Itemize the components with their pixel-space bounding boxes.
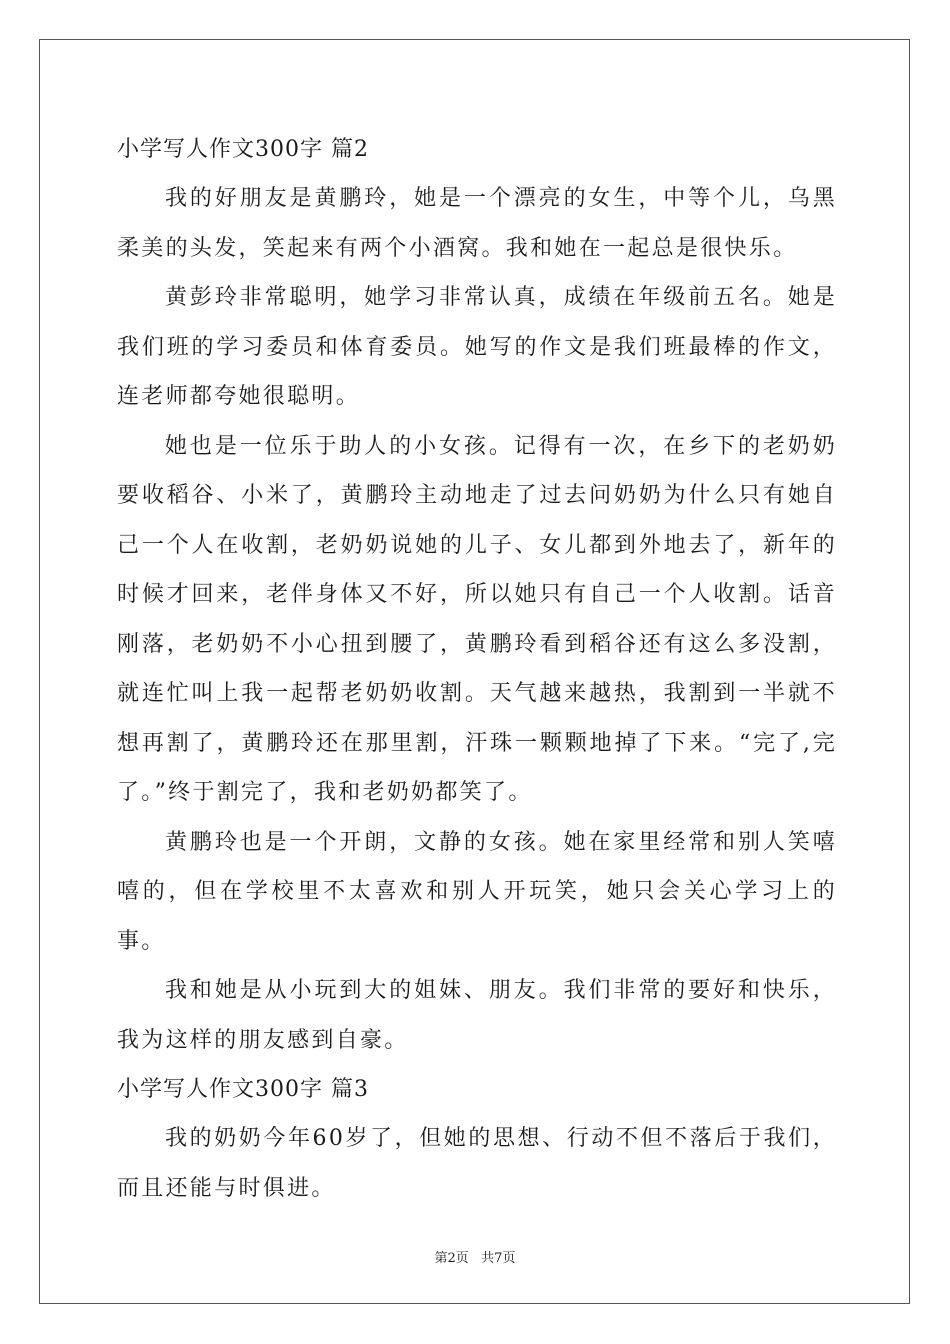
document-body <box>117 125 837 1213</box>
paragraph: 我的好朋友是黄鹏玲，她是一个漂亮的女生，中等个儿，乌黑柔美的头发，笑起来有两个小酒窝。我和她在一起总是很快乐。 <box>117 186 837 261</box>
paragraph: 她也是一位乐于助人的小女孩。记得有一次，在乡下的老奶奶要收稻谷、小米了，黄鹏玲主动地走了过去问奶奶为什么只有她自己一个人在收割，老奶奶说她的儿子、女儿都到外地去了，新年的时候才回来，老伴身体又不好，所以她只有自己一个人收割。话音刚落，老奶奶不小心扭到腰了，黄鹏玲看到稻谷还有这么多没割，就连忙叫上我一起帮老奶奶收割。天气越来越热，我割到一半就不想再割了，黄鹏玲还在那里割，汗珠一颗颗地掉了下来。“完了,完了。”终于割完了，我和老奶奶都笑了。 <box>117 433 837 805</box>
paragraph: 我和她是从小玩到大的姐妹、朋友。我们非常的要好和快乐，我为这样的朋友感到自豪。 <box>117 978 837 1053</box>
section-heading-3: 小学写人作文300字 篇3 <box>117 1077 369 1102</box>
paragraph: 黄彭玲非常聪明，她学习非常认真，成绩在年级前五名。她是我们班的学习委员和体育委员。她写的作文是我们班最棒的作文，连老师都夸她很聪明。 <box>117 285 837 409</box>
paragraph: 我的奶奶今年60岁了，但她的思想、行动不但不落后于我们，而且还能与时俱进。 <box>117 1126 837 1201</box>
page-number-footer: 第2页 共7页 <box>434 1251 516 1266</box>
paragraph: 黄鹏玲也是一个开朗，文静的女孩。她在家里经常和别人笑嘻嘻的，但在学校里不太喜欢和别人开玩笑，她只会关心学习上的事。 <box>117 829 837 954</box>
section-heading-2: 小学写人作文300字 篇2 <box>117 137 369 162</box>
